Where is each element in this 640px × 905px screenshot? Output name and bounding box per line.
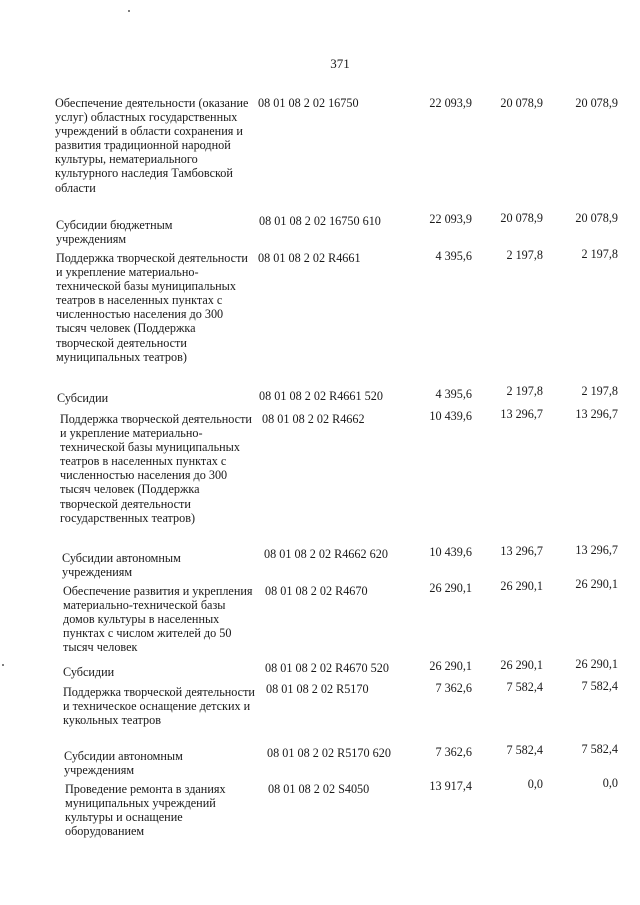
row-value-2: 2 197,8: [506, 248, 543, 262]
row-code: 08 01 08 2 02 16750 610: [259, 214, 381, 228]
row-code: 08 01 08 2 02 R5170 620: [267, 746, 391, 760]
row-description: Обеспечение развития и укрепления материально-технической базы домов культуры в населенных пунктах с числом жителей до 50 тысяч человек: [63, 584, 253, 655]
row-description: Поддержка творческой деятельности и техническое оснащение детских и кукольных театров: [63, 685, 255, 728]
row-code: 08 01 08 2 02 R4662: [262, 412, 365, 426]
row-value-3: 13 296,7: [575, 407, 618, 421]
row-value-3: 26 290,1: [575, 577, 618, 591]
row-value-3: 0,0: [602, 776, 618, 790]
row-description: Субсидии бюджетным учреждениям: [56, 218, 173, 247]
row-value-1: 22 093,9: [429, 212, 472, 226]
row-description: Поддержка творческой деятельности и укрепление материально-технической базы муниципальных театров в населенных пунктах с численностью населения до 300 тысяч человек (Поддержка творческой деятельности муниципальных театров): [56, 251, 248, 364]
row-code: 08 01 08 2 02 R4670 520: [265, 661, 389, 675]
row-value-3: 13 296,7: [575, 543, 618, 557]
row-value-2: 2 197,8: [506, 384, 543, 398]
row-description: Обеспечение деятельности (оказание услуг) областных государственных учреждений в области сохранения и развития традиционной народной культуры, нематериального культурного наследия Тамбовской области: [55, 96, 249, 195]
row-value-3: 26 290,1: [575, 657, 618, 671]
row-code: 08 01 08 2 02 S4050: [268, 782, 370, 796]
row-code: 08 01 08 2 02 16750: [258, 96, 359, 110]
row-description: Субсидии автономным учреждениям: [62, 551, 181, 580]
row-value-3: 2 197,8: [581, 384, 618, 398]
row-value-3: 7 582,4: [581, 679, 618, 693]
row-description: Субсидии: [63, 665, 115, 679]
row-description: Субсидии автономным учреждениям: [64, 749, 183, 778]
row-value-3: 20 078,9: [575, 211, 618, 225]
row-description: Субсидии: [57, 391, 109, 405]
row-value-1: 26 290,1: [429, 581, 472, 595]
row-value-1: 7 362,6: [435, 681, 472, 695]
row-value-1: 10 439,6: [429, 409, 472, 423]
row-code: 08 01 08 2 02 R4670: [265, 584, 368, 598]
row-value-1: 4 395,6: [435, 249, 472, 263]
row-value-2: 20 078,9: [500, 211, 543, 225]
row-value-2: 0,0: [527, 777, 543, 791]
row-value-1: 22 093,9: [429, 96, 472, 110]
row-value-3: 7 582,4: [581, 742, 618, 756]
row-code: 08 01 08 2 02 R5170: [266, 682, 369, 696]
row-value-2: 13 296,7: [500, 544, 543, 558]
row-value-2: 26 290,1: [500, 579, 543, 593]
row-description: Проведение ремонта в зданиях муниципальных учреждений культуры и оснащение оборудованием: [65, 782, 226, 839]
row-value-1: 7 362,6: [435, 745, 472, 759]
row-code: 08 01 08 2 02 R4662 620: [264, 547, 388, 561]
row-value-2: 26 290,1: [500, 658, 543, 672]
row-value-2: 7 582,4: [506, 743, 543, 757]
row-code: 08 01 08 2 02 R4661 520: [259, 389, 383, 403]
row-code: 08 01 08 2 02 R4661: [258, 251, 361, 265]
row-value-2: 20 078,9: [500, 96, 543, 110]
row-value-3: 20 078,9: [575, 96, 618, 110]
row-value-1: 10 439,6: [429, 545, 472, 559]
scan-speck: [128, 10, 130, 12]
row-description: Поддержка творческой деятельности и укрепление материально-технической базы муниципальных театров в населенных пунктах с численностью населения до 300 тысяч человек (Поддержка творческой деятельности государственных театров): [60, 412, 252, 525]
row-value-1: 26 290,1: [429, 659, 472, 673]
row-value-3: 2 197,8: [581, 247, 618, 261]
row-value-2: 7 582,4: [506, 680, 543, 694]
row-value-1: 4 395,6: [435, 387, 472, 401]
scan-speck: [2, 664, 4, 666]
row-value-1: 13 917,4: [429, 779, 472, 793]
page-number: 371: [330, 56, 350, 71]
row-value-2: 13 296,7: [500, 407, 543, 421]
